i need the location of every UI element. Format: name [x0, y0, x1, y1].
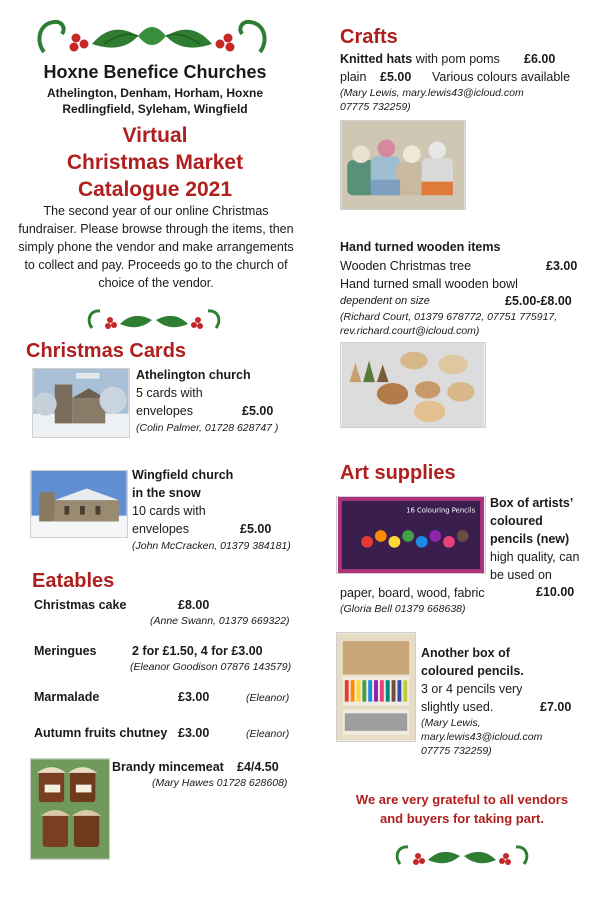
hats-contact-2: 07775 732259) — [340, 101, 411, 113]
athelington-title: Athelington church — [136, 368, 251, 382]
box2-price: £7.00 — [540, 700, 572, 714]
box1-line-1: high quality, can — [490, 550, 580, 564]
athelington-line-2: envelopes — [136, 404, 193, 418]
wingfield-title-1: Wingfield church — [132, 468, 234, 482]
wood-tree: Wooden Christmas tree — [340, 259, 472, 273]
cake-contact: (Anne Swann, 01379 669322) — [150, 615, 290, 627]
wood-contact-2: rev.richard.court@icloud.com) — [340, 325, 480, 337]
section-title-art-supplies: Art supplies — [340, 462, 456, 484]
wood-size-note: dependent on size — [340, 295, 430, 307]
hats-colours: Various colours available — [432, 70, 571, 84]
box2-contact-1: (Mary Lewis, — [421, 717, 481, 729]
meringues-contact: (Eleanor Goodison 07876 143579) — [130, 661, 292, 673]
hats-contact-1: (Mary Lewis, mary.lewis43@icloud.com — [340, 87, 524, 99]
knitted-hats-photo — [340, 120, 466, 210]
holly-garland-icon — [32, 14, 272, 62]
wingfield-title-2: in the snow — [132, 486, 201, 500]
holly-garland-icon — [84, 306, 224, 334]
hats-line — [340, 52, 500, 66]
chutney-contact: (Eleanor) — [246, 728, 290, 740]
wood-title: Hand turned wooden items — [340, 240, 501, 254]
wood-tree-price: £3.00 — [546, 259, 578, 273]
hats-price: £6.00 — [524, 52, 556, 66]
wood-bowl-price: £5.00-£8.00 — [505, 294, 572, 308]
box1-name-3: pencils (new) — [490, 532, 570, 546]
holly-garland-icon — [392, 842, 532, 870]
page-title: Hoxne Benefice Churches — [43, 62, 267, 82]
chutney-price: £3.00 — [178, 726, 210, 740]
thanks-line-1: We are very grateful to all vendors — [355, 792, 569, 807]
hats-desc: with pom poms — [412, 52, 500, 66]
meringues-name: Meringues — [34, 644, 97, 658]
athelington-price: £5.00 — [242, 404, 274, 418]
chutney-name: Autumn fruits chutney — [34, 726, 168, 740]
cake-price: £8.00 — [178, 598, 210, 612]
box1-name-2: coloured — [490, 514, 543, 528]
box2-name-2: coloured pencils. — [421, 664, 524, 678]
box2-line-1: 3 or 4 pencils very — [421, 682, 523, 696]
hats-name: Knitted hats — [340, 52, 413, 66]
wooden-items-photo — [340, 342, 486, 428]
hats-plain-label: plain — [340, 70, 367, 84]
mincemeat-price: £4/4.50 — [237, 760, 279, 774]
heading-christmas-market: Christmas Market — [66, 151, 244, 174]
section-title-eatables: Eatables — [32, 570, 115, 592]
wingfield-line-1: 10 cards with — [132, 504, 206, 518]
pencil-box-label: 16 Colouring Pencils — [406, 506, 476, 515]
marmalade-contact: (Eleanor) — [246, 692, 290, 704]
athelington-church-photo — [32, 368, 130, 438]
box2-contact-3: 07775 732259) — [421, 745, 492, 757]
box2-line-2: slightly used. — [421, 700, 494, 714]
section-title-crafts: Crafts — [340, 26, 398, 48]
wingfield-church-photo — [30, 470, 128, 538]
mincemeat-jars-photo — [30, 758, 110, 860]
parishes-line-2: Redlingfield, Syleham, Wingfield — [62, 102, 248, 116]
wood-bowl: Hand turned small wooden bowl — [340, 277, 518, 291]
athelington-line-1: 5 cards with — [136, 386, 203, 400]
marmalade-name: Marmalade — [34, 690, 100, 704]
marmalade-price: £3.00 — [178, 690, 210, 704]
box2-name-1: Another box of — [421, 646, 510, 660]
section-title-christmas-cards: Christmas Cards — [26, 340, 187, 362]
box1-price: £10.00 — [536, 585, 575, 599]
heading-catalogue: Catalogue 2021 — [77, 178, 233, 201]
cake-name: Christmas cake — [34, 598, 127, 612]
athelington-contact: (Colin Palmer, 01728 628747 ) — [136, 422, 279, 434]
box1-line-2: be used on — [490, 568, 552, 582]
wingfield-line-2: envelopes — [132, 522, 189, 536]
heading-virtual: Virtual — [122, 124, 188, 147]
box1-contact: (Gloria Bell 01379 668638) — [340, 603, 466, 615]
thanks-line-2: and buyers for taking part. — [380, 811, 544, 826]
mincemeat-contact: (Mary Hawes 01728 628608) — [152, 777, 288, 789]
wingfield-price: £5.00 — [240, 522, 272, 536]
pencil-box-2-photo — [336, 632, 416, 742]
mincemeat-name: Brandy mincemeat — [112, 760, 224, 774]
meringues-price: 2 for £1.50, 4 for £3.00 — [132, 644, 263, 658]
box1-name-1: Box of artists’ — [490, 496, 574, 510]
pencil-box-1-photo — [336, 496, 486, 574]
hats-plain-price: £5.00 — [380, 70, 412, 84]
wood-contact-1: (Richard Court, 01379 678772, 07751 775917, — [340, 311, 558, 323]
box2-contact-2: mary.lewis43@icloud.com — [421, 731, 543, 743]
box1-line-3: paper, board, wood, fabric — [340, 586, 485, 600]
intro-text: The second year of our online Christmas fundraiser. Please browse through the items, then simply phone the vendor and make arrangements to collect and pay. Proceeds go to the church of choice of the vendor. — [18, 204, 294, 290]
parishes-line-1: Athelington, Denham, Horham, Hoxne — [46, 86, 263, 100]
wingfield-contact: (John McCracken, 01379 384181) — [132, 540, 291, 552]
